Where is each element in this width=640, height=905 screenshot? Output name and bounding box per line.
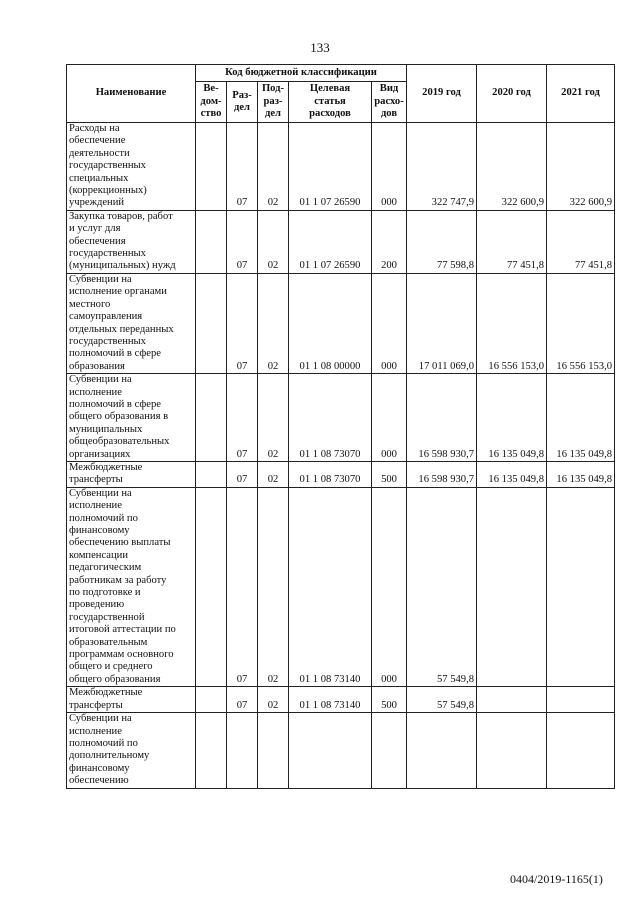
row-target-article: 01 1 07 26590	[289, 210, 372, 273]
row-amount-2021	[547, 487, 615, 687]
row-podrazdel: 02	[258, 273, 289, 373]
row-vedomstvo	[196, 713, 227, 788]
row-name: Межбюджетные трансферты	[67, 461, 196, 487]
table-row	[67, 461, 615, 487]
row-expense-type: 000	[372, 123, 407, 211]
table-row	[67, 374, 615, 462]
row-razdel: 07	[227, 487, 258, 687]
row-amount-2019: 57 549,8	[407, 687, 477, 713]
row-amount-2019	[407, 713, 477, 788]
row-expense-type: 500	[372, 687, 407, 713]
row-expense-type	[372, 713, 407, 788]
row-amount-2021: 16 556 153,0	[547, 273, 615, 373]
row-target-article: 01 1 08 73140	[289, 687, 372, 713]
row-podrazdel: 02	[258, 461, 289, 487]
row-podrazdel: 02	[258, 687, 289, 713]
row-expense-type: 000	[372, 374, 407, 462]
row-amount-2020: 322 600,9	[477, 123, 547, 211]
row-razdel: 07	[227, 374, 258, 462]
row-expense-type: 500	[372, 461, 407, 487]
row-amount-2019: 16 598 930,7	[407, 374, 477, 462]
row-target-article: 01 1 08 73070	[289, 374, 372, 462]
budget-table	[66, 64, 615, 789]
row-razdel: 07	[227, 210, 258, 273]
row-podrazdel: 02	[258, 123, 289, 211]
row-target-article: 01 1 07 26590	[289, 123, 372, 211]
table-row	[67, 123, 615, 211]
row-amount-2020	[477, 687, 547, 713]
row-vedomstvo	[196, 123, 227, 211]
row-vedomstvo	[196, 687, 227, 713]
row-amount-2019: 17 011 069,0	[407, 273, 477, 373]
row-target-article	[289, 713, 372, 788]
row-name: Расходы на обеспечение деятельности государственных специальных (коррекционных) учреждений	[67, 123, 196, 211]
row-vedomstvo	[196, 374, 227, 462]
header-expense-type: Вид расхо- дов	[372, 82, 407, 123]
row-target-article: 01 1 08 73070	[289, 461, 372, 487]
row-amount-2020	[477, 713, 547, 788]
row-vedomstvo	[196, 461, 227, 487]
footer-document-code: 0404/2019-1165(1)	[510, 872, 603, 886]
row-expense-type: 000	[372, 273, 407, 373]
row-amount-2021	[547, 687, 615, 713]
table-body	[67, 123, 615, 789]
header-2019: 2019 год	[407, 65, 477, 123]
row-target-article: 01 1 08 00000	[289, 273, 372, 373]
header-target-article: Целевая статья расходов	[289, 82, 372, 123]
row-razdel: 07	[227, 273, 258, 373]
row-name: Субвенции на исполнение полномочий по дополнительному финансовому обеспечению	[67, 713, 196, 788]
header-2020: 2020 год	[477, 65, 547, 123]
row-amount-2021: 322 600,9	[547, 123, 615, 211]
row-vedomstvo	[196, 210, 227, 273]
row-podrazdel	[258, 713, 289, 788]
row-amount-2019: 77 598,8	[407, 210, 477, 273]
row-vedomstvo	[196, 273, 227, 373]
row-razdel: 07	[227, 123, 258, 211]
row-name: Субвенции на исполнение органами местного самоуправления отдельных переданных государственных полномочий в сфере образования	[67, 273, 196, 373]
row-vedomstvo	[196, 487, 227, 687]
table-row	[67, 713, 615, 788]
table-row	[67, 687, 615, 713]
header-podrazdel: Под- раз- дел	[258, 82, 289, 123]
row-expense-type: 200	[372, 210, 407, 273]
row-name: Межбюджетные трансферты	[67, 687, 196, 713]
row-name: Закупка товаров, работ и услуг для обеспечения государственных (муниципальных) нужд	[67, 210, 196, 273]
row-name: Субвенции на исполнение полномочий по финансовому обеспечению выплаты компенсации педагогическим работникам за работу по подготовке и проведению государственной итоговой аттестации по образовательным программам основного общего и среднего общего образования	[67, 487, 196, 687]
row-razdel: 07	[227, 461, 258, 487]
row-name: Субвенции на исполнение полномочий в сфере общего образования в муниципальных общеобразовательных организациях	[67, 374, 196, 462]
row-amount-2020: 77 451,8	[477, 210, 547, 273]
row-target-article: 01 1 08 73140	[289, 487, 372, 687]
row-amount-2021: 16 135 049,8	[547, 374, 615, 462]
page-number: 133	[310, 40, 330, 55]
row-amount-2019: 16 598 930,7	[407, 461, 477, 487]
row-amount-2020: 16 135 049,8	[477, 374, 547, 462]
row-amount-2021	[547, 713, 615, 788]
row-podrazdel: 02	[258, 210, 289, 273]
row-podrazdel: 02	[258, 487, 289, 687]
row-razdel: 07	[227, 687, 258, 713]
row-amount-2019: 57 549,8	[407, 487, 477, 687]
row-amount-2020: 16 556 153,0	[477, 273, 547, 373]
row-amount-2021: 77 451,8	[547, 210, 615, 273]
header-classification-group: Код бюджетной классификации	[196, 65, 407, 82]
row-amount-2021: 16 135 049,8	[547, 461, 615, 487]
row-amount-2020	[477, 487, 547, 687]
header-razdel: Раз- дел	[227, 82, 258, 123]
table-row	[67, 210, 615, 273]
header-vedomstvo: Ве- дом- ство	[196, 82, 227, 123]
row-amount-2019: 322 747,9	[407, 123, 477, 211]
row-podrazdel: 02	[258, 374, 289, 462]
header-2021: 2021 год	[547, 65, 615, 123]
row-expense-type: 000	[372, 487, 407, 687]
row-amount-2020: 16 135 049,8	[477, 461, 547, 487]
header-name: Наименование	[67, 65, 196, 123]
table-row	[67, 273, 615, 373]
row-razdel	[227, 713, 258, 788]
table-row	[67, 487, 615, 687]
